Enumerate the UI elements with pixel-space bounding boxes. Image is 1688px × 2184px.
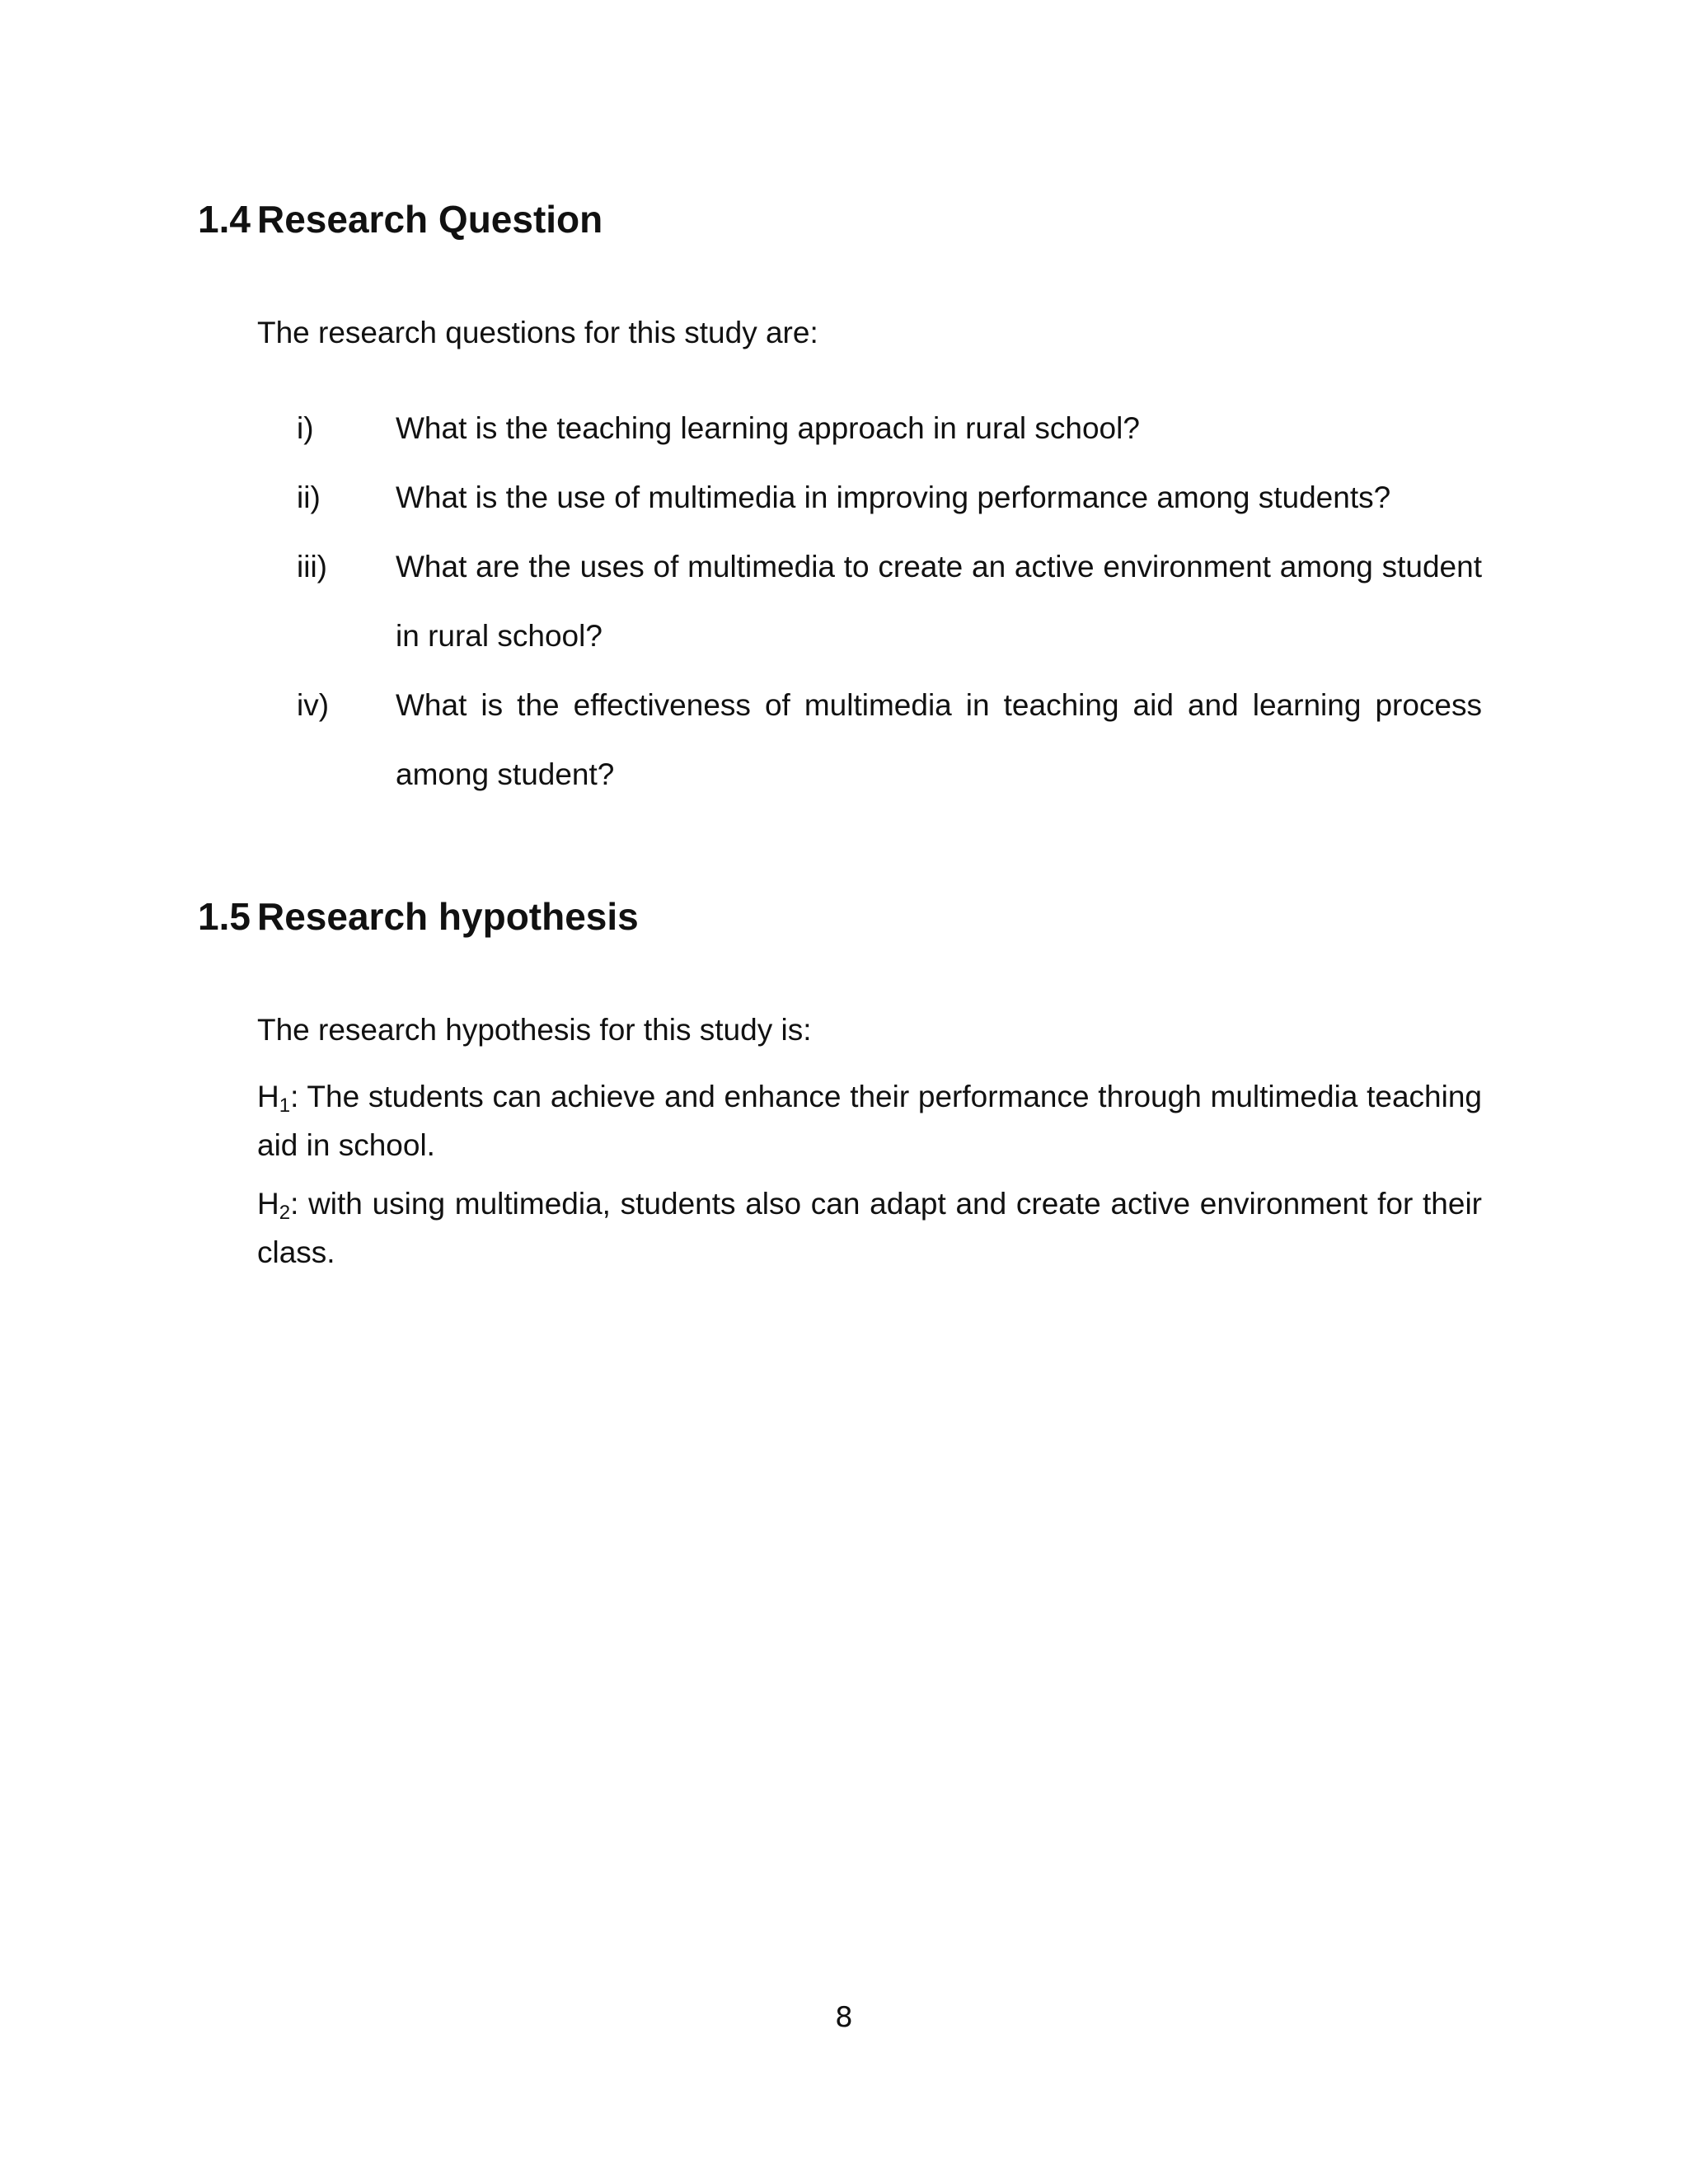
section-number: 1.4	[198, 198, 251, 241]
list-item	[257, 463, 1482, 532]
hypothesis-subscript: 1	[279, 1094, 291, 1117]
question-text: What is the use of multimedia in improving performance among students?	[396, 480, 1391, 514]
hypothesis-symbol: H	[257, 1187, 279, 1221]
hypothesis-paragraph	[257, 1077, 1482, 1165]
hypothesis-text: : The students can achieve and enhance their performance through multimedia teaching aid in school.	[257, 1080, 1482, 1162]
list-item	[257, 671, 1482, 809]
list-marker: iv)	[297, 688, 330, 722]
hypothesis-subscript: 2	[279, 1202, 291, 1224]
list-item	[257, 394, 1482, 463]
list-item	[257, 532, 1482, 671]
question-text: What are the uses of multimedia to create an active environment among student in rural school?	[396, 550, 1482, 653]
hypothesis-symbol: H	[257, 1080, 279, 1113]
section-heading-research-hypothesis	[198, 893, 639, 940]
hypothesis-paragraph	[257, 1184, 1482, 1272]
research-hypothesis-intro: The research hypothesis for this study is:	[257, 1013, 812, 1047]
research-questions-intro: The research questions for this study are:	[257, 316, 818, 349]
question-text: What is the teaching learning approach in rural school?	[396, 411, 1140, 445]
section-title: Research hypothesis	[257, 895, 639, 938]
section-number: 1.5	[198, 895, 251, 938]
list-marker: i)	[297, 411, 314, 445]
page-number: 8	[835, 2001, 853, 2034]
list-marker: ii)	[297, 480, 321, 514]
question-text: What is the effectiveness of multimedia in teaching aid and learning process among student?	[396, 688, 1482, 791]
section-title: Research Question	[257, 198, 603, 241]
hypothesis-text: : with using multimedia, students also can adapt and create active environment for their class.	[257, 1187, 1482, 1269]
section-heading-research-question	[198, 196, 603, 242]
list-marker: iii)	[297, 550, 327, 583]
